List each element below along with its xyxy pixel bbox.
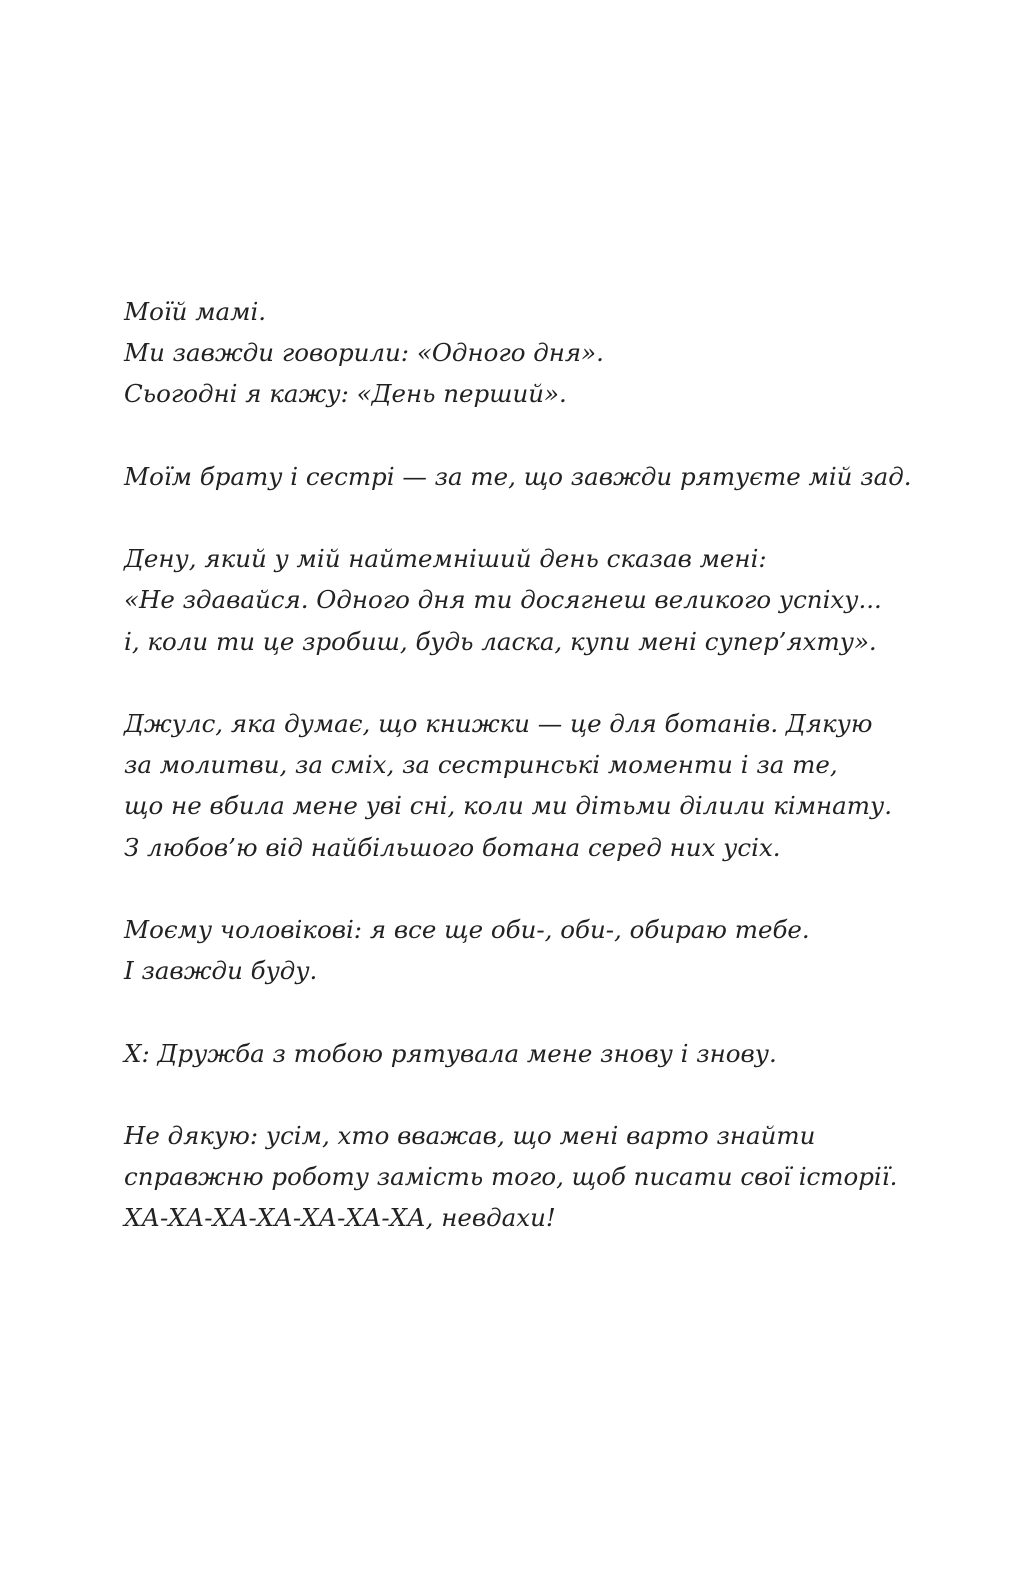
dedication-line: і, коли ти це зробиш, будь ласка, купи мені супер’яхту». bbox=[124, 626, 877, 656]
dedication-line: Моїм брату і сестрі — за те, що завжди рятуєте мій зад. bbox=[124, 461, 912, 491]
stanza-jules bbox=[124, 703, 944, 868]
stanza-no-thanks bbox=[124, 1115, 944, 1239]
dedication-line: І завжди буду. bbox=[124, 956, 318, 986]
stanza-husband bbox=[124, 909, 944, 991]
stanza-siblings bbox=[124, 456, 944, 497]
dedication-line: З любов’ю від найбільшого ботана серед них усіх. bbox=[124, 832, 781, 862]
dedication-line: «Не здавайся. Одного дня ти досягнеш великого успіху... bbox=[124, 585, 882, 615]
dedication-line: Джулс, яка думає, що книжки — це для ботанів. Дякую bbox=[124, 708, 873, 738]
dedication-line: Моєму чоловікові: я все ще оби-, оби-, обираю тебе. bbox=[124, 914, 810, 944]
dedication-line: Ми завжди говорили: «Одного дня». bbox=[124, 338, 604, 368]
dedication-line: Моїй мамі. bbox=[124, 297, 267, 326]
stanza-mother bbox=[124, 291, 944, 415]
dedication-line: Сьогодні я кажу: «День перший». bbox=[124, 379, 567, 409]
dedication-line: Дену, який у мій найтемніший день сказав мені: bbox=[124, 544, 767, 574]
dedication-line: Не дякую: усім, хто вважав, що мені варто знайти bbox=[124, 1120, 816, 1150]
stanza-x bbox=[124, 1033, 944, 1074]
dedication-text bbox=[124, 291, 944, 1239]
dedication-line: Х: Дружба з тобою рятувала мене знову і знову. bbox=[124, 1038, 777, 1068]
dedication-line: справжню роботу замість того, щоб писати свої історії. bbox=[124, 1162, 898, 1192]
dedication-line: що не вбила мене уві сні, коли ми дітьми ділили кімнату. bbox=[124, 791, 892, 821]
stanza-den bbox=[124, 538, 944, 662]
dedication-line: за молитви, за сміх, за сестринські моменти і за те, bbox=[124, 750, 838, 780]
dedication-line: ХА-ХА-ХА-ХА-ХА-ХА-ХА, невдахи! bbox=[124, 1203, 556, 1233]
